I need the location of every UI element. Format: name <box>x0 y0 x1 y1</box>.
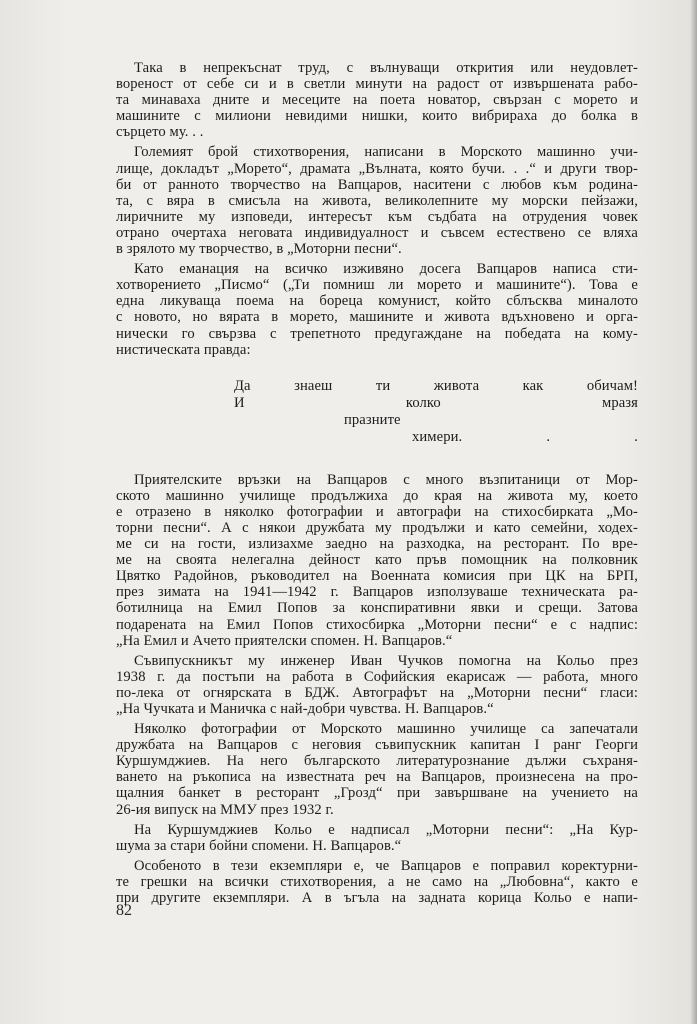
text-line: ме си на гости, излизахме заедно на разходка, на ресторант. По вре- <box>116 536 638 553</box>
text-line: ването на ръкописа на известната реч на Вапцаров, произнесена на про- <box>116 769 638 786</box>
text-line: отрано очертаха неговата индивидуалност и съвсем естествено се вляха <box>116 224 638 241</box>
text-line: та, с вяра в смисъла на живота, великолепните му морски пейзажи, <box>116 192 638 209</box>
text-line: при другите екземпляри. А в ъгъла на задната корица Кольо е напи- <box>116 890 638 907</box>
text-line: Няколко фотографии от Морското машинно училище са запечатали <box>134 721 638 738</box>
text-line: На Куршумджиев Кольо е надписал „Моторни песни“: „На Кур- <box>134 821 638 838</box>
text-line: през зимата на 1941—1942 г. Вапцаров използуваше техническата ра- <box>116 584 638 601</box>
paragraph <box>116 472 638 649</box>
paragraph <box>116 261 638 358</box>
book-spine-shadow <box>690 0 697 1024</box>
text-line: сърцето му. . . <box>116 124 204 141</box>
text-line: ботилница на Емил Попов за конспиративни явки и срещи. Затова <box>116 600 638 617</box>
text-line: хотворението „Писмо“ („Ти помниш ли морето и машините“). Това е <box>116 277 638 294</box>
text-line: ме на своята нелегална дейност като пръв помощник на полковник <box>116 552 638 569</box>
text-line: ското машинно училище продължиха до края на живота му, което <box>116 487 638 504</box>
text-line: Съвипускникът му инженер Иван Чучков помогна на Кольо през <box>134 652 638 669</box>
paragraph <box>116 858 638 906</box>
text-line: лиричните му изповеди, интересът към съдбата на отрудения човек <box>116 208 638 225</box>
text-line: би от ранното творчество на Вапцаров, наситени с любов към родина- <box>116 176 638 193</box>
page-number: 82 <box>116 902 132 919</box>
text-line: „На Чучката и Маничка с най-добри чувства. Н. Вапцаров.“ <box>116 701 494 717</box>
text-line: щалния банкет в ресторант „Грозд“ при завършване на учението на <box>116 785 638 802</box>
paragraph <box>116 144 638 257</box>
text-line: лище, докладът „Морето“, драмата „Вълната, която бучи. . .“ и други твор- <box>116 160 638 177</box>
text-line: в зрялото му творчество, в „Моторни песни“. <box>116 241 402 258</box>
text-line: с новото, но вярата в морето, машините и живота вдъхновено и орга- <box>116 309 638 326</box>
text-line: Цвятко Радойнов, ръководител на Военната комисия при ЦК на БРП, <box>116 568 638 585</box>
text-line: е отразено в няколко фотографии и автографи на стихосбирката „Мо- <box>116 503 638 520</box>
paragraphs-before-poem <box>116 60 638 358</box>
text-line: 26-ия випуск на ММУ през 1932 г. <box>116 801 334 818</box>
poem-quote <box>116 378 638 446</box>
text-line: торни песни“. А с някои дружбата му продължи и като семейни, ходех- <box>116 519 638 536</box>
text-line: Особеното в тези екземпляри е, че Вапцаров е поправил коректурни- <box>134 857 638 874</box>
text-line: вореност от себе си и в светли минути на радост от извършената рабо- <box>116 76 638 93</box>
paragraph <box>116 721 638 818</box>
text-line: та минаваха дните и месеците на поета новатор, свързан с морето и <box>116 92 638 109</box>
text-line: Големият брой стихотворения, написани в Морското машинно учи- <box>134 144 638 161</box>
text-line: машините с милиони невидими нишки, които вибрираха до болка в <box>116 108 638 125</box>
poem-line-3: празните <box>344 411 401 428</box>
text-line: нистическата правда: <box>116 341 251 358</box>
paragraph <box>116 822 638 854</box>
text-line: Така в непрекъснат труд, с вълнуващи открития или неудовлет- <box>134 60 638 76</box>
text-line: по-лека от огнярската в БДЖ. Автографът на „Моторни песни“ гласи: <box>116 684 638 701</box>
text-line: Приятелските връзки на Вапцаров с много възпитаници от Мор- <box>134 471 638 488</box>
text-line: те грешки на всички стихотворения, а не само на „Любовна“, както е <box>116 873 638 890</box>
text-line: една ликуваща поема на бореца комунист, който сблъсква миналото <box>116 293 638 310</box>
paragraph <box>116 653 638 717</box>
text-line: „На Емил и Ачето приятелски спомен. Н. Вапцаров.“ <box>116 632 453 649</box>
poem-line-2: И колко мразя <box>234 394 638 411</box>
text-line: 1938 г. да постъпи на работа в Софийския екарисаж — работа, много <box>116 668 638 685</box>
body-text <box>116 60 638 910</box>
text-line: шума за стари бойни спомени. Н. Вапцаров.“ <box>116 837 402 854</box>
poem-line-1: Да знаеш ти живота как обичам! <box>234 377 638 394</box>
text-line: подарената на Емил Попов стихосбирка „Моторни песни“ е с надпис: <box>116 616 638 633</box>
poem-line-4: химери. . . <box>412 428 638 445</box>
paragraph <box>116 60 638 140</box>
text-line: Куршумджиев. На него българското литературознание дължи съхраня- <box>116 753 638 770</box>
text-line: Като еманация на всичко изживяно досега Вапцаров написа сти- <box>134 261 638 278</box>
text-line: нически го свързва с трепетното предугаждане на победата на кому- <box>116 325 638 342</box>
paragraphs-after-poem <box>116 472 638 906</box>
text-line: дружбата на Вапцаров с неговия съвипускник капитан I ранг Георги <box>116 737 638 754</box>
